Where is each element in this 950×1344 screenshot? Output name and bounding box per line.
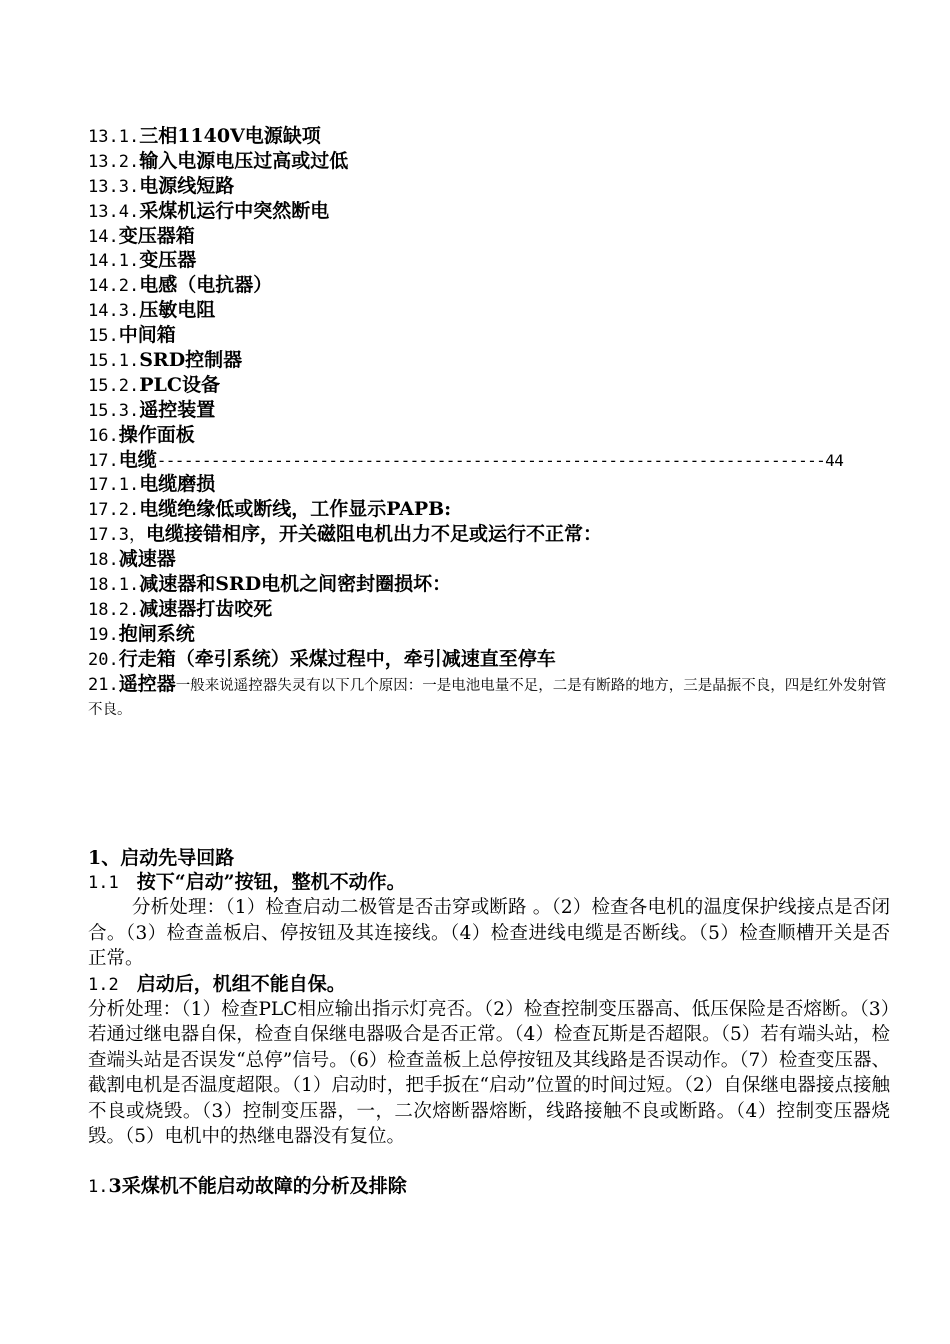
toc-entry [88, 124, 888, 149]
toc-number: 13.3. [88, 176, 140, 197]
toc-text: 输入电源电压过高或过低 [139, 149, 349, 172]
toc-text: PLC设备 [139, 373, 220, 396]
subsection-number: 1. [88, 1176, 109, 1197]
toc-number: 17. [88, 450, 119, 471]
toc-entry [88, 472, 888, 497]
toc-text: 行走箱（牵引系统）采煤过程中，牵引减速直至停车 [118, 647, 556, 670]
spacer [88, 1150, 890, 1174]
remote-title: 遥控器 [118, 673, 176, 695]
toc-text: 三相1140V电源缺项 [139, 125, 321, 147]
toc-text: 电缆磨损 [139, 473, 216, 496]
table-of-contents [88, 124, 888, 672]
toc-number: 14.3. [88, 301, 140, 322]
subsection-1-2-title [88, 972, 890, 997]
toc-entry [88, 622, 888, 647]
toc-number: 14.2. [88, 276, 140, 297]
toc-entry [88, 174, 888, 199]
toc-entry [88, 273, 888, 298]
toc-entry [88, 448, 888, 473]
subsection-number: 1.2 [88, 974, 119, 995]
toc-number: 18.1. [88, 575, 140, 596]
toc-text: 电缆绝缘低或断线，工作显示PAPB: [139, 498, 452, 521]
toc-text: 采煤机运行中突然断电 [139, 199, 330, 222]
toc-number: 18.2. [88, 599, 140, 620]
toc-text: 减速器和SRD电机之间密封圈损坏： [139, 573, 452, 596]
toc-text: 变压器箱 [118, 224, 195, 247]
toc-number: 16. [88, 425, 119, 446]
subsection-heading: 启动后，机组不能自保。 [136, 972, 346, 995]
toc-entry [88, 149, 888, 174]
toc-entry [88, 647, 888, 672]
toc-number: 17.1. [88, 475, 140, 496]
toc-entry [88, 323, 888, 348]
toc-entry [88, 298, 888, 323]
toc-text: 电感（电抗器） [139, 274, 273, 297]
toc-text: 电缆 [118, 448, 157, 471]
toc-text: 减速器 [118, 548, 176, 571]
toc-entry [88, 248, 888, 273]
toc-number: 14. [88, 226, 119, 247]
toc-number: 13.1. [88, 127, 140, 147]
toc-text: 操作面板 [118, 423, 195, 446]
remote-number: 21. [88, 675, 119, 695]
subsection-heading: 3采煤机不能启动故障的分析及排除 [108, 1174, 407, 1197]
toc-entry [88, 597, 888, 622]
subsection-1-2-body: 分析处理：（1）检查PLC相应输出指示灯亮否。（2）检查控制变压器高、低压保险是否熔断。（3）若通过继电器自保，检查自保继电器吸合是否正常。（4）检查瓦斯是否超限。（5）若有端头站，检查端头站是否误发“总停”信号。（6）检查盖板上总停按钮及其线路是否误动作。（7）检查变压器、截割电机是否温度超限。（1）启动时，把手扳在“启动”位置的时间过短。（2）自保继电器接点接触不良或烧毁。（3）控制变压器，一，二次熔断器熔断，线路接触不良或断路。（4）控制变压器烧毁。（5）电机中的热继电器没有复位。 [88, 998, 890, 1147]
remote-heading [88, 673, 176, 695]
toc-text: 电缆接错相序，开关磁阻电机出力不足或运行不正常： [145, 523, 602, 546]
toc-number: 15.3. [88, 400, 140, 421]
remote-body: 一般来说遥控器失灵有以下几个原因：一是电池电量不足，二是有断路的地方，三是晶振不良，四是红外发射管不良。 [88, 678, 887, 718]
subsection-1-1-body: 分析处理：（1）检查启动二极管是否击穿或断路 。（2）检查各电机的温度保护线接点是否闭合。（3）检查盖板启、停按钮及其连接线。（4）检查进线电缆是否断线。（5）检查顺槽开关是否正常。 [88, 897, 890, 969]
toc-text: 变压器 [139, 249, 197, 272]
toc-entry [88, 497, 888, 522]
toc-entry [88, 547, 888, 572]
toc-entry [88, 199, 888, 224]
toc-number: 15. [88, 326, 119, 347]
section-1-title: 1、启动先导回路 [88, 847, 235, 869]
toc-entry [88, 348, 888, 373]
toc-text: SRD控制器 [139, 349, 243, 372]
toc-text: 电源线短路 [139, 174, 235, 197]
toc-number: 15.2. [88, 375, 140, 396]
toc-text: 减速器打齿咬死 [139, 597, 273, 620]
remote-control-paragraph [88, 673, 888, 722]
toc-text: 抱闸系统 [118, 622, 195, 645]
toc-number: 19. [88, 624, 119, 645]
toc-number: 13.2. [88, 151, 140, 172]
subsection-1-1-title [88, 870, 890, 895]
toc-entry [88, 572, 888, 597]
toc-number: 20. [88, 649, 119, 670]
toc-entry [88, 522, 888, 547]
subsection-heading: 按下“启动”按钮，整机不动作。 [136, 871, 406, 893]
toc-text: 压敏电阻 [139, 299, 216, 322]
toc-text: 遥控装置 [139, 398, 216, 421]
toc-entry [88, 423, 888, 448]
subsection-1-3-title [88, 1174, 890, 1199]
toc-entry [88, 224, 888, 249]
section-1 [88, 846, 890, 1199]
toc-leader-page: --------------------------------------------------------------------------44 [156, 450, 844, 470]
toc-number: 17.3， [88, 525, 146, 546]
toc-entry [88, 398, 888, 423]
toc-number: 15.1. [88, 351, 140, 372]
subsection-number: 1.1 [88, 873, 119, 893]
toc-number: 14.1. [88, 251, 140, 272]
toc-number: 13.4. [88, 201, 140, 222]
toc-text: 中间箱 [118, 324, 176, 347]
toc-number: 18. [88, 550, 119, 571]
toc-number: 17.2. [88, 500, 140, 521]
toc-entry [88, 373, 888, 398]
